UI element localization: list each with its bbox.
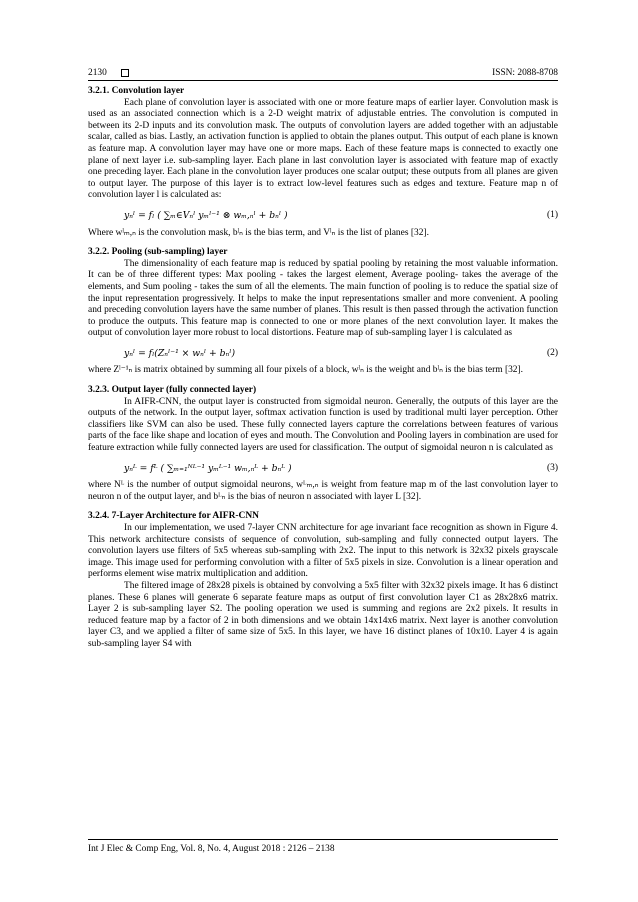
paragraph: Each plane of convolution layer is associated with one or more feature maps of earlier layer. Convolution mask is used as an associated connection which is a 2-D weight matrix of adjustable entries. The convolution is computed in between its 2-D inputs and its convolution mask. The outputs of convolution layers are added together with an adjustable scalar, called as bias. Lastly, an activation function is applied to obtain the planes output. This output of each plane is known as feature map. A convolution layer may have one or more maps. Each of these feature maps is connected to exactly one plane of next layer i.e. sub-sampling layer. Each plane in last convolution layer is associated with feature map of exactly one preceding layer. Each plane in the convolution layer produces one scalar output; these outputs from all planes are given to output layer. The purpose of this layer is to extract low-level features such as edges and texture. Feature map n of convolution layer l is calculated as: — [88, 97, 558, 201]
section-heading: 3.2.4. 7-Layer Architecture for AIFR-CNN — [88, 511, 259, 522]
footer-citation: Int J Elec & Comp Eng, Vol. 8, No. 4, August 2018 : 2126 – 2138 — [88, 844, 335, 854]
section-heading: 3.2.2. Pooling (sub-sampling) layer — [88, 247, 228, 258]
paragraph: Where wˡₘ,ₙ is the convolution mask, bˡₙ is the bias term, and Vˡₙ is the list of planes [32]. — [88, 227, 429, 238]
equation — [88, 210, 558, 222]
section-heading: 3.2.3. Output layer (fully connected layer) — [88, 385, 257, 396]
section-heading: 3.2.1. Convolution layer — [88, 86, 185, 96]
equation-number: (2) — [546, 347, 558, 358]
paragraph: The filtered image of 28x28 pixels is obtained by convolving a 5x5 filter with 32x32 pixels image. It has 6 distinct planes. These 6 planes will generate 6 separate feature maps as output of first convolution layer C1 as 28x28x6 matrix. Layer 2 is sub-sampling layer S2. The pooling operation we used is summing and regions are 2x2 pixels. It results in reduced feature map by a factor of 2 in both dimensions and we obtain 14x14x6 matrix. Next layer is another convolution layer C3, and we applied a filter of same size of 5x5. In this layer, we have 16 distinct planes of 10x10. Layer 4 is again sub-sampling layer S4 with — [88, 580, 558, 649]
paragraph: In our implementation, we used 7-layer CNN architecture for age invariant face recognition as shown in Figure 4. This network architecture consists of sequence of convolution, sub-sampling and fully connected output layers. The convolution layers use filters of 5x5 whereas sub-sampling with 2x2. The input to this network is 32x32 pixels grayscale image. This image used for performing convolution with a filter of 5x5 pixels in size. Convolution is a linear operation and performs element wise matrix multiplication and addition. — [88, 523, 558, 580]
paragraph: The dimensionality of each feature map is reduced by spatial pooling by retaining the most valuable information. It can be of three different types: Max pooling - takes the largest element, Average pooling- takes the average of the elements, and Sum pooling - takes the sum of all the elements. The main function of pooling is to reduce the spatial size of the input representation progressively. It helps to make the input representations smaller and more convenient. A pooling and preceding convolution layers have the same number of planes. This result is then passed through the activation function to produce the outputs. This feature map is connected to one or more planes of the next convolution layer. It makes the output of convolution layer more robust to local distortions. Feature map of sub-sampling layer l is calculated as — [88, 258, 558, 339]
equation-number: (1) — [546, 209, 558, 220]
issn: ISSN: 2088-8708 — [492, 68, 558, 78]
footer-rule — [88, 839, 558, 840]
paragraph: In AIFR-CNN, the output layer is constructed from sigmoidal neuron. Generally, the outputs of this layer are the outputs of the network. In the output layer, softmax activation function is used by traditional multi layer perception. Other classifiers like SVM can also be used. These fully connected layers capture the correlations between features of various parts of the face like shape and location of eyes and mouth. The Convolution and Pooling layers in combination are used for feature extraction while fully connected layers are used for classification. The output of sigmoidal neuron n is calculated as — [88, 396, 558, 454]
equation-body: yₙᴸ = fᴸ ( ∑ₘ₌₁ᴺᴸ⁻¹ yₘᴸ⁻¹ wₘ,ₙᴸ + bₙᴸ ) — [124, 462, 292, 474]
equation-body: yₙˡ = fₗ(Zₙˡ⁻¹ × wₙˡ + bₙˡ) — [124, 347, 236, 359]
page-header — [88, 68, 558, 78]
page-number: 2130 — [88, 68, 107, 78]
header-left — [88, 68, 129, 78]
page-body — [88, 86, 558, 651]
equation-number: (3) — [546, 462, 558, 473]
square-icon — [121, 69, 129, 77]
paragraph: where Zˡ⁻¹ₙ is matrix obtained by summing all four pixels of a block, wˡₙ is the weight and bˡₙ is the bias term [32]. — [88, 365, 524, 376]
equation-body: yₙˡ = fₗ ( ∑ₘ∈Vₙˡ yₘˡ⁻¹ ⊗ wₘ,ₙˡ + bₙˡ ) — [124, 209, 288, 221]
equation — [88, 348, 558, 360]
equation — [88, 463, 558, 475]
paragraph: where Nᴸ is the number of output sigmoidal neurons, wᴸₘ,ₙ is weight from feature map m of the last convolution layer to neuron n of the output layer, and bᴸₙ is the bias of neuron n associated with layer L [32]. — [88, 480, 558, 502]
header-rule — [88, 80, 558, 81]
